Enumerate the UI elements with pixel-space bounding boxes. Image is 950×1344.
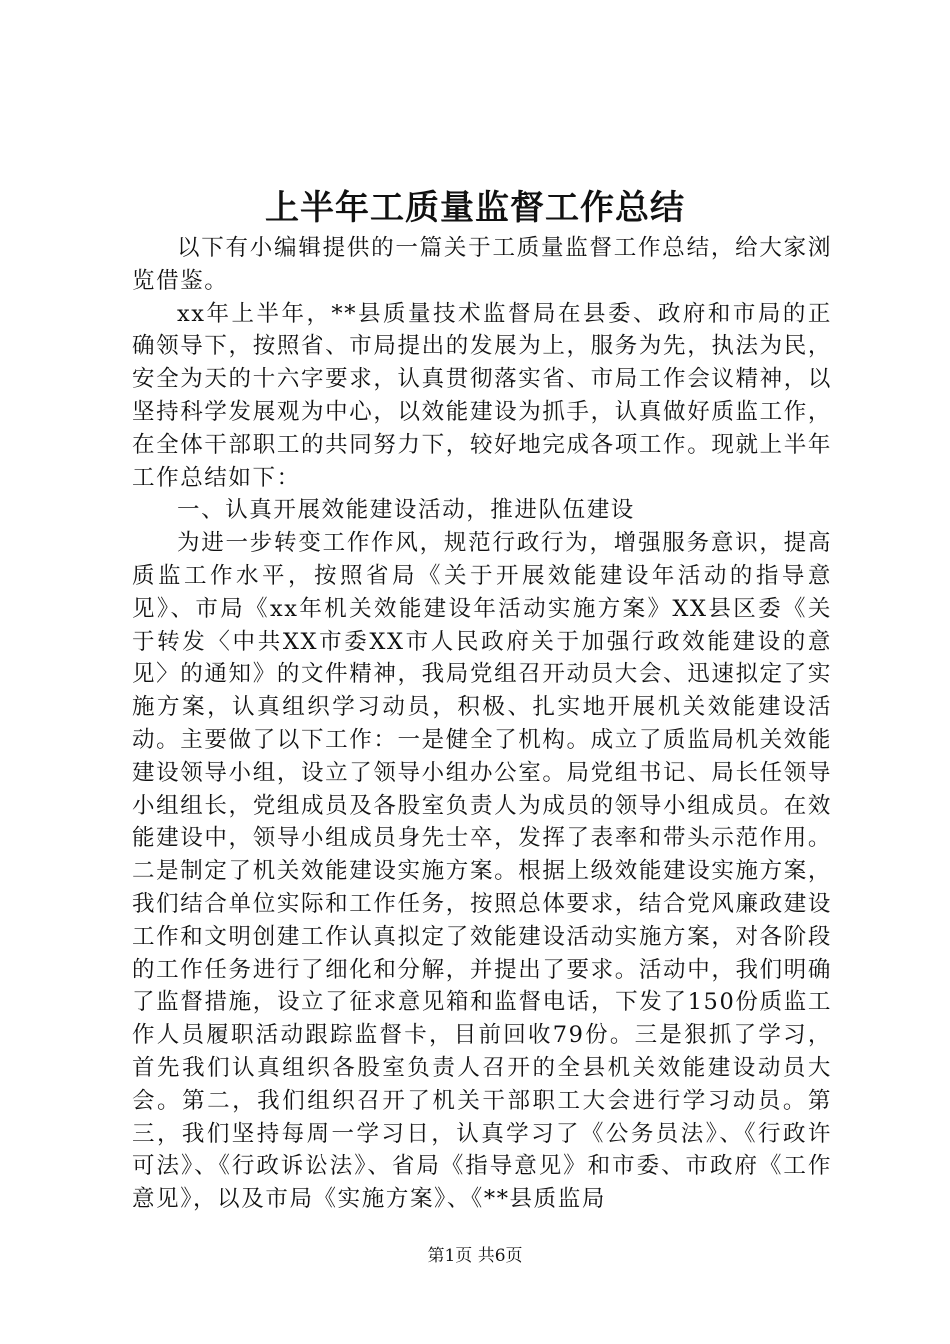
page-footer: 第1页 共6页 — [427, 1246, 523, 1266]
overview-paragraph: xx年上半年，**县质量技术监督局在县委、政府和市局的正确领导下，按照省、市局提出的发展为上，服务为先，执法为民，安全为天的十六字要求，认真贯彻落实省、市局工作会议精神，以坚持科学发展观为中心，以效能建设为抓手，认真做好质监工作，在全体干部职工的共同努力下，较好地完成各项工作。现就上半年工作总结如下： — [132, 300, 832, 491]
document-body — [132, 232, 832, 1216]
intro-paragraph: 以下有小编辑提供的一篇关于工质量监督工作总结，给大家浏览借鉴。 — [132, 235, 832, 294]
section-body-paragraph: 为进一步转变工作作风，规范行政行为，增强服务意识，提高质监工作水平，按照省局《关于开展效能建设年活动的指导意见》、市局《xx年机关效能建设年活动实施方案》XX县区委《关于转发〈中共XX市委XX市人民政府关于加强行政效能建设的意见〉的通知》的文件精神，我局党组召开动员大会、迅速拟定了实施方案，认真组织学习动员，积极、扎实地开展机关效能建设活动。主要做了以下工作：一是健全了机构。成立了质监局机关效能建设领导小组，设立了领导小组办公室。局党组书记、局长任领导小组组长，党组成员及各股室负责人为成员的领导小组成员。在效能建设中，领导小组成员身先士卒，发挥了表率和带头示范作用。二是制定了机关效能建设实施方案。根据上级效能建设实施方案，我们结合单位实际和工作任务，按照总体要求，结合党风廉政建设工作和文明创建工作认真拟定了效能建设活动实施方案，对各阶段的工作任务进行了细化和分解，并提出了要求。活动中，我们明确了监督措施，设立了征求意见箱和监督电话，下发了150份质监工作人员履职活动跟踪监督卡，目前回收79份。三是狠抓了学习，首先我们认真组织各股室负责人召开的全县机关效能建设动员大会。第二，我们组织召开了机关干部职工大会进行学习动员。第三，我们坚持每周一学习日，认真学习了《公务员法》、《行政许可法》、《行政诉讼法》、省局《指导意见》和市委、市政府《工作意见》，以及市局《实施方案》、《**县质监局 — [132, 530, 832, 1213]
document-title: 上半年工质量监督工作总结 — [265, 188, 685, 228]
section-heading: 一、认真开展效能建设活动，推进队伍建设 — [177, 497, 635, 524]
